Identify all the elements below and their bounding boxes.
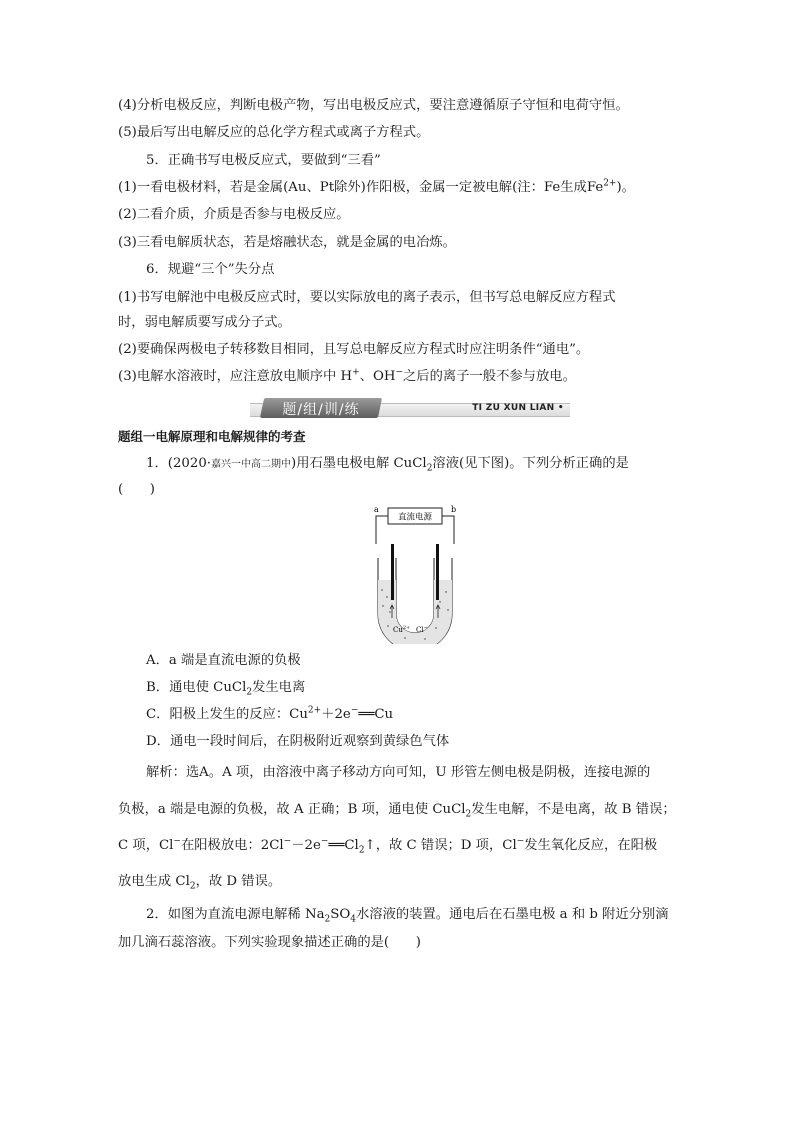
banner-english: TI ZU XUN LIAN • bbox=[472, 403, 564, 413]
section6-item-2: (2)要确保两极电子转移数目相同，且写总电解反应方程式时应注明条件“通电”。 bbox=[118, 342, 590, 357]
q1-option-b: B．通电使 CuCl$_2$发生电离 bbox=[146, 680, 306, 698]
label-a: a bbox=[374, 505, 379, 514]
q1-analysis-line-1: 解析：选A。A 项，由溶液中离子移动方向可知，U 形管左侧电极是阴极，连接电源的 bbox=[146, 765, 651, 780]
ion-cu: $Cu^{2+}$ bbox=[393, 625, 411, 634]
left-electrode bbox=[391, 544, 394, 600]
q2-line-1: 2．如图为直流电源电解稀 $Na_2SO_4$水溶液的装置。通电后在石墨电极 a 和 b 附近分别滴 bbox=[146, 907, 669, 925]
q1-blank: ( ) bbox=[118, 482, 155, 497]
q1-analysis-line-3: C 项，Cl−在阳极放电：$2Cl^--2e^-══Cl_2↑$，故 C 错误；D 项，Cl−发生氧化反应，在阳极 bbox=[118, 836, 658, 856]
section6-item-1a: (1)书写电解池中电极反应式时，要以实际放电的离子表示，但书写总电解反应方程式 bbox=[118, 290, 616, 305]
banner-title: 题/组/训/练 bbox=[282, 402, 360, 418]
section5-heading: 5．正确书写电极反应式，要做到“三看” bbox=[146, 153, 381, 168]
section-banner bbox=[250, 398, 570, 418]
section5-item-3: (3)三看电解质状态，若是熔融状态，就是金属的电冶炼。 bbox=[118, 235, 456, 250]
power-label: 直流电源 bbox=[397, 512, 433, 523]
u-tube-inner bbox=[396, 558, 434, 633]
q1-analysis-line-4: 放电生成 $Cl_2$，故 D 错误。 bbox=[118, 874, 282, 892]
electrolysis-figure bbox=[360, 502, 470, 644]
ion-cl: Cl− bbox=[416, 625, 428, 634]
q1-option-c: C．阳极上发生的反应：$Cu^{2+}+2e^-══Cu$ bbox=[146, 705, 394, 722]
q1-option-a: A．a 端是直流电源的负极 bbox=[146, 653, 301, 668]
q1-analysis-line-2: 负极，a 端是电源的负极，故 A 正确；B 项，通电使 CuCl$_2$发生电解，不是电离，故 B 错误； bbox=[118, 802, 676, 820]
section5-item-2: (2)二看介质，介质是否参与电极反应。 bbox=[118, 207, 350, 222]
q2-line-2: 加几滴石蕊溶液。下列实验现象描述正确的是( ) bbox=[118, 935, 421, 950]
q1-option-d: D．通电一段时间后，在阴极附近观察到黄绿色气体 bbox=[146, 734, 450, 749]
rule-4: (4)分析电极反应，判断电极产物，写出电极反应式，要注意遵循原子守恒和电荷守恒。 bbox=[118, 98, 629, 113]
section6-heading: 6．规避“三个”失分点 bbox=[146, 262, 275, 277]
label-b: b bbox=[451, 505, 457, 514]
right-electrode bbox=[436, 544, 439, 600]
solution-fill bbox=[378, 580, 452, 644]
section5-item-1: (1)一看电极材料，若是金属(Au、Pt除外)作阳极，金属一定被电解(注：Fe生成$Fe^{2+}$)。 bbox=[118, 178, 635, 195]
section6-item-3: (3)电解水溶液时，应注意放电顺序中 H+、OH−之后的离子一般不参与放电。 bbox=[118, 367, 576, 384]
q1-stem: 1．(2020·嘉兴一中高二期中)用石墨电极电解 CuCl$_2$溶液(见下图)。下列分析正确的是 bbox=[146, 456, 629, 474]
rule-5: (5)最后写出电解反应的总化学方程式或离子方程式。 bbox=[118, 125, 430, 140]
group-title: 题组一电解原理和电解规律的考查 bbox=[118, 429, 306, 444]
section6-item-1b: 时，弱电解质要写成分子式。 bbox=[118, 315, 291, 330]
